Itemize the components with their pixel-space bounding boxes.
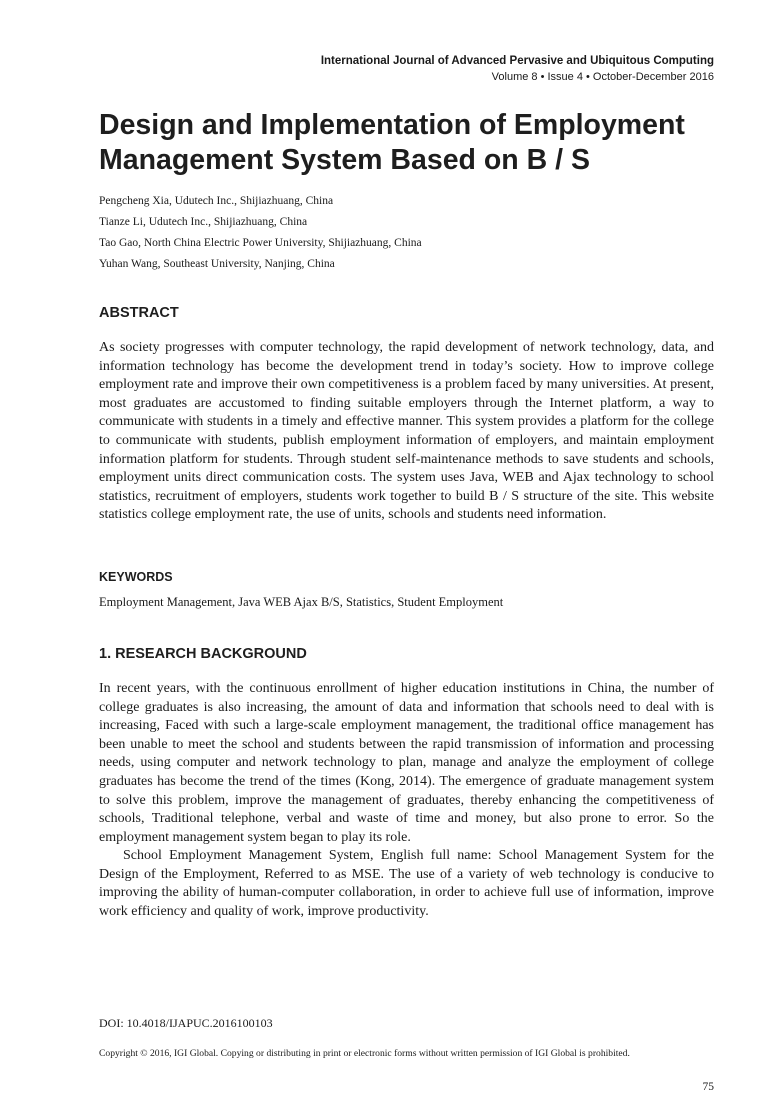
doi: DOI: 10.4018/IJAPUC.2016100103 [99,1016,273,1030]
abstract-heading: ABSTRACT [99,305,179,321]
author-affiliation: Tao Gao, North China Electric Power University, Shijiazhuang, China [99,237,422,249]
keywords-text: Employment Management, Java WEB Ajax B/S, Statistics, Student Employment [99,595,504,609]
page-number: 75 [702,1081,714,1093]
journal-name: International Journal of Advanced Pervasive and Ubiquitous Computing [320,55,714,67]
author-list [99,191,422,275]
keywords-heading: KEYWORDS [99,570,173,584]
paper-title: Design and Implementation of Employment Management System Based on B / S [99,109,685,176]
author-affiliation: Tianze Li, Udutech Inc., Shijiazhuang, China [99,216,308,228]
author-affiliation: Yuhan Wang, Southeast University, Nanjing, China [99,258,335,270]
section-paragraph: School Employment Management System, English full name: School Management System for the Design of the Employment, Referred to as MSE. The use of a variety of web technology is conducive to improving the ability of human-computer collaboration, in order to achieve full use of information, improve work efficiency and quality of work, improve productivity. [99,848,714,919]
abstract-text: As society progresses with computer technology, the rapid development of network technology, data, and information technology has become the development trend in today’s society. How to improve college employment rate and improve their own competitiveness is a problem faced by many universities. At present, most graduates are accustomed to finding suitable employers through the Internet platform, a way to communicate with students in a timely and effective manner. This system provides a platform for the college to communicate with students, publish employment information of employers, and maintain employment information platform for students. Through student self-maintenance methods to save students and schools, employment units direct communication costs. The system uses Java, WEB and Ajax technology to school statistics, recruitment of employers, students work together to build B / S structure of the site. This website statistics college employment rate, the use of units, schools and students need information. [99,340,714,523]
section-paragraph: In recent years, with the continuous enrollment of higher education institutions in China, the number of college graduates is also increasing, the amount of data and information that schools need to deal with is increasing, Faced with such a large-scale employment management, the traditional office management has been unable to meet the school and students between the rapid transmission of information and processing needs, using computer and network technology to plan, manage and analyze the employment of college graduates has become the trend of the times (Kong, 2014). The emergence of graduate management system to solve this problem, improve the management of graduates, thereby enhancing the competitiveness of schools, Traditional telephone, verbal and waste of time and money, but also prone to error. So the employment management system began to play its role. [99,681,714,845]
author-affiliation: Pengcheng Xia, Udutech Inc., Shijiazhuang, China [99,195,334,207]
section-heading: 1. RESEARCH BACKGROUND [99,646,307,662]
journal-header [321,53,714,85]
copyright-notice: Copyright © 2016, IGI Global. Copying or distributing in print or electronic forms without written permission of IGI Global is prohibited. [99,1048,630,1059]
volume-info: Volume 8 • Issue 4 • October-December 2016 [491,71,714,83]
